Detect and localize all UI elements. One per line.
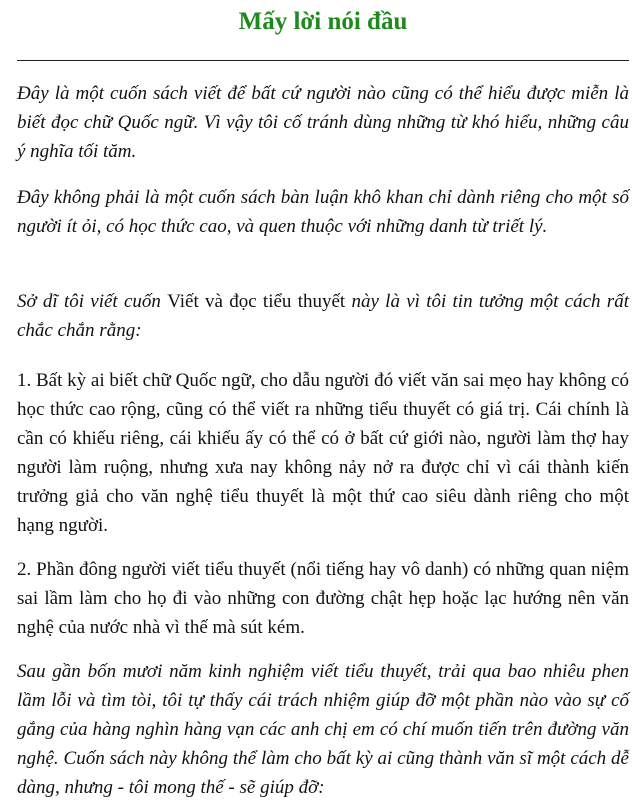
paragraph-point-2: 2. Phần đông người viết tiểu thuyết (nổi tiếng hay vô danh) có những quan niệm sai lầm làm cho họ đi vào những con đường chật hẹp hoặc lạc hướng nên văn nghệ của nước nhà vì thế mà sút kém. <box>17 559 629 638</box>
page-title: Mấy lời nói đầu <box>238 8 408 35</box>
paragraph-reason <box>17 287 629 345</box>
title-divider <box>17 60 629 61</box>
book-title: Viết và đọc tiểu thuyết <box>167 291 346 312</box>
reason-text-end: này là vì tôi tin tưởng một cách rất chắc chắn rằng: <box>17 291 629 341</box>
reason-text-start: Sở dĩ tôi viết cuốn <box>17 291 168 312</box>
paragraph-experience: Sau gần bốn mươi năm kinh nghiệm viết tiểu thuyết, trải qua bao nhiêu phen lầm lỗi và tìm tòi, tôi tự thấy cái trách nhiệm giúp đỡ một phần nào vào sự cố gắng của hàng nghìn hàng vạn các anh chị em có chí muốn tiến trên đường văn nghệ. Cuốn sách này không thể làm cho bất kỳ ai cũng thành văn sĩ một cách dễ dàng, nhưng - tôi mong thế - sẽ giúp đỡ: <box>17 661 629 798</box>
paragraph-point-1: 1. Bất kỳ ai biết chữ Quốc ngữ, cho dẫu người đó viết văn sai mẹo hay không có học thức cao rộng, cũng có thể viết ra những tiểu thuyết có giá trị. Cái chính là cần có khiếu riêng, cái khiếu ấy có thể có ở bất cứ giới nào, người làm thợ hay người làm ruộng, nhưng xưa nay không nảy nở ra được chỉ vì cái thành kiến trưởng giả cho văn nghệ tiểu thuyết là một thứ cao siêu dành riêng cho một hạng người. <box>17 370 629 536</box>
paragraph-intro-audience: Đây là một cuốn sách viết để bất cứ người nào cũng có thể hiểu được miễn là biết đọc chữ Quốc ngữ. Vì vậy tôi cố tránh dùng những từ khó hiểu, những câu ý nghĩa tối tăm. <box>17 83 629 162</box>
paragraph-not-academic: Đây không phải là một cuốn sách bàn luận khô khan chỉ dành riêng cho một số người ít ỏi, có học thức cao, và quen thuộc với những danh từ triết lý. <box>17 187 629 237</box>
